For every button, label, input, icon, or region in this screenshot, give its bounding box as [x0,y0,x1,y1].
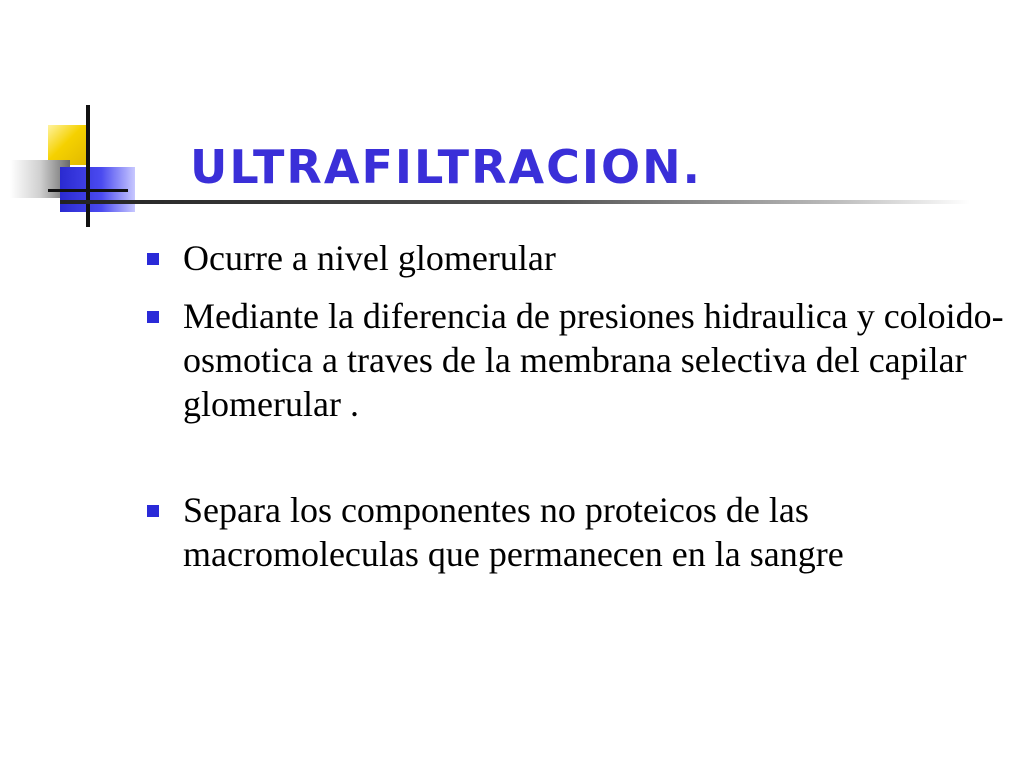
bullet-item [145,236,1005,280]
cross-line [48,189,128,192]
bullet-text: Mediante la diferencia de presiones hidraulica y coloido-osmotica a traves de la membrana selectiva del capilar glomerular . [183,296,1004,424]
square-bullet-icon [147,253,159,265]
vertical-line [86,105,90,227]
title-underline [60,200,970,204]
decorative-squares-logo [10,105,150,230]
square-bullet-icon [147,311,159,323]
bullet-item [145,294,1005,426]
bullet-item [145,488,1005,576]
slide-title: ULTRAFILTRACION. [190,140,703,194]
yellow-square [48,125,88,165]
bullet-text: Ocurre a nivel glomerular [183,238,556,278]
bullet-list [145,236,1005,576]
bullet-text: Separa los componentes no proteicos de las macromoleculas que permanecen en la sangre [183,490,844,574]
square-bullet-icon [147,505,159,517]
